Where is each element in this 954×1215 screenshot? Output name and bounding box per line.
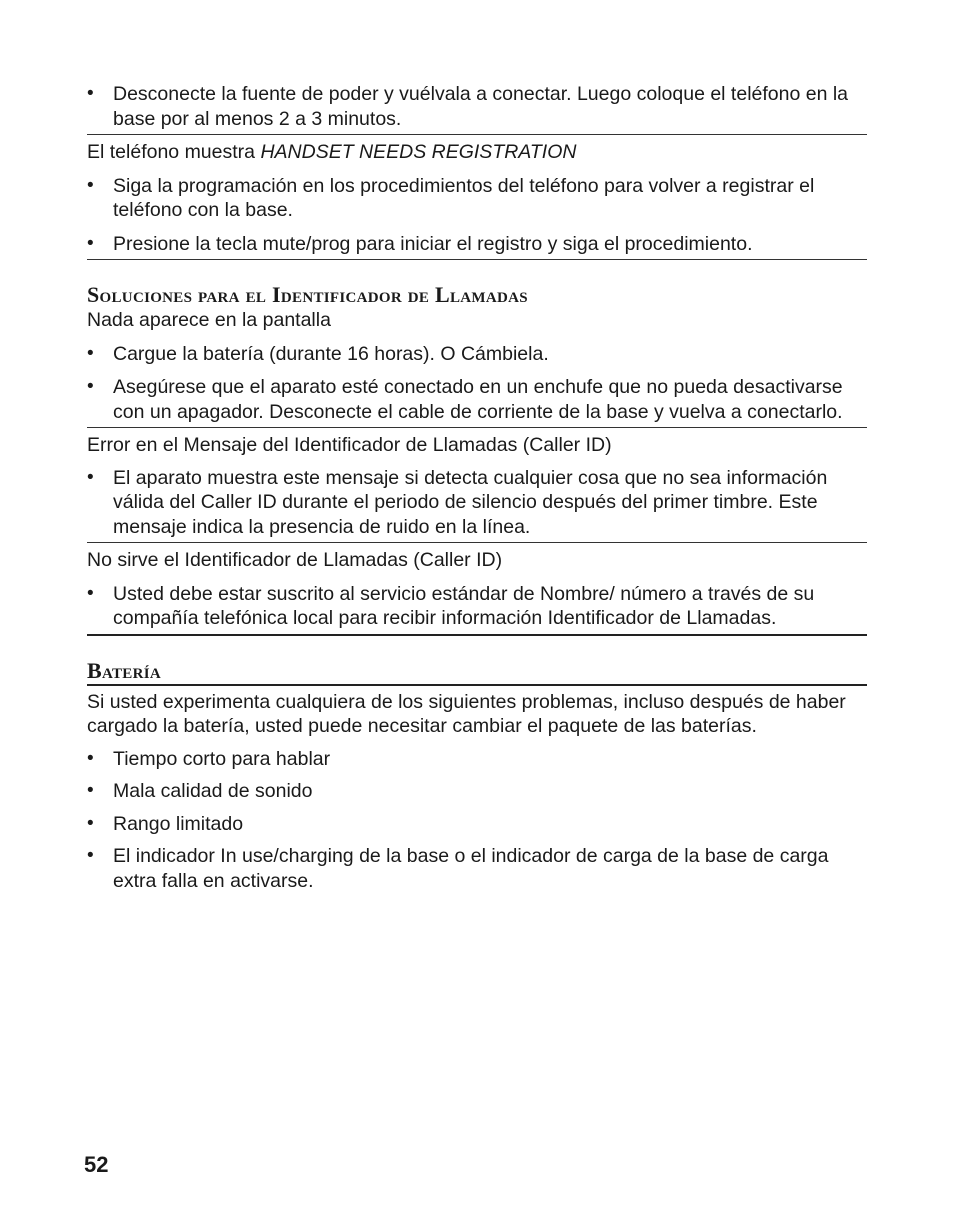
charging-indicator-bullet: • El indicador In use/charging de la base o el indicador de carga de la base de carga extra falla en activarse. [87,844,867,893]
caller-id-not-working-problem: No sirve el Identificador de Llamadas (Caller ID) [87,549,503,571]
display-message: HANDSET NEEDS REGISTRATION [260,141,577,163]
manual-page [87,82,867,893]
subscription-bullet: • Usted debe estar suscrito al servicio estándar de Nombre/ número a través de su compañía telefónica local para recibir información Identificador de Llamadas. [87,582,867,631]
short-talk-bullet: • Tiempo corto para hablar [87,747,867,772]
battery-heading: Batería [87,657,162,683]
limited-range-bullet: • Rango limitado [87,812,867,837]
register-handset-bullet: • Siga la programación en los procedimientos del teléfono para volver a registrar el teléfono con la base. [87,174,867,223]
caller-id-heading: Soluciones para el Identificador de Llamadas [87,282,528,307]
caller-id-error-problem: Error en el Mensaje del Identificador de Llamadas (Caller ID) [87,434,612,456]
page-number: 52 [84,1152,109,1177]
no-display-problem: Nada aparece en la pantalla [87,309,331,331]
outlet-bullet: • Asegúrese que el aparato esté conectado en un enchufe que no pueda desactivarse con un apagador. Desconecte el cable de corriente de la base y vuelva a conectarlo. [87,375,867,424]
reconnect-power-bullet: • Desconecte la fuente de poder y vuélvala a conectar. Luego coloque el teléfono en la base por al menos 2 a 3 minutos. [87,82,867,131]
poor-sound-bullet: • Mala calidad de sonido [87,779,867,804]
problem-prefix: El teléfono muestra [87,141,261,163]
noise-message-bullet: • El aparato muestra este mensaje si detecta cualquier cosa que no sea información válida del Caller ID durante el periodo de silencio después del primer timbre. Este mensaje indica la presencia de ruido en la línea. [87,466,867,540]
battery-intro: Si usted experimenta cualquiera de los siguientes problemas, incluso después de haber cargado la batería, usted puede necesitar cambiar el paquete de las baterías. [87,690,846,737]
handset-registration-problem [87,140,867,165]
mute-prog-bullet: • Presione la tecla mute/prog para iniciar el registro y siga el procedimiento. [87,232,867,257]
charge-battery-bullet: • Cargue la batería (durante 16 horas). O Cámbiela. [87,342,867,367]
